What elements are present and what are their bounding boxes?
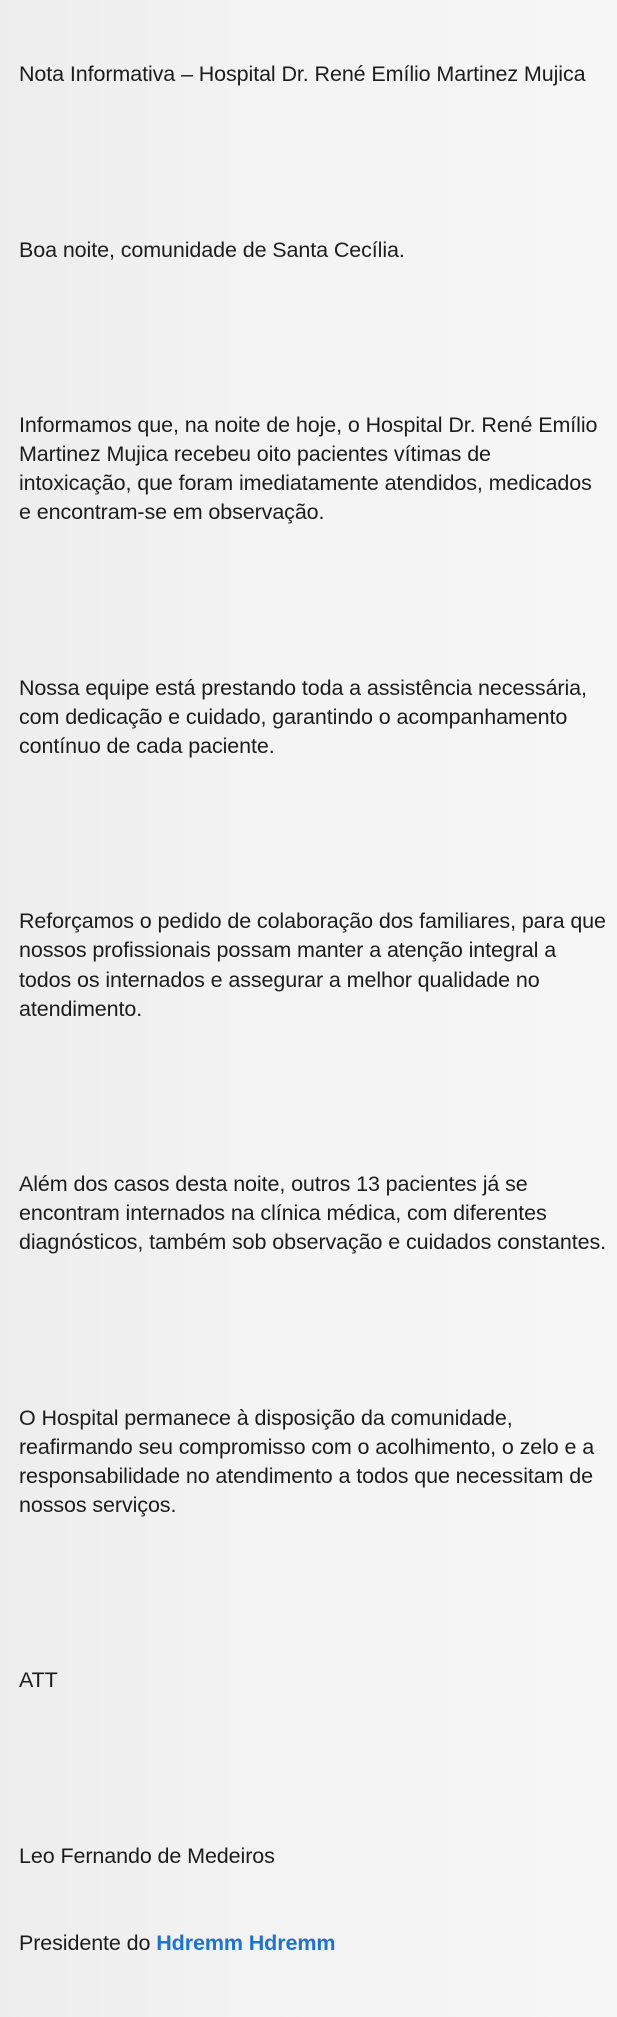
paragraph-team: Nossa equipe está prestando toda a assistência necessária, com dedicação e cuidado, garantindo o acompanhamento contínuo de cada paciente. xyxy=(19,675,593,759)
mention-link[interactable]: Hdremm Hdremm xyxy=(156,1931,336,1956)
signature-name: Leo Fernando de Medeiros xyxy=(19,1843,275,1868)
spacer xyxy=(19,1754,609,1783)
spacer xyxy=(19,1082,609,1111)
spacer xyxy=(19,148,609,177)
spacer xyxy=(19,586,609,615)
paragraph-commitment: O Hospital permanece à disposição da comunidade, reafirmando seu compromisso com o acolhimento, o zelo e a responsabilidade no atendimento a todos que necessitam de nossos serviços. xyxy=(19,1405,600,1518)
paragraph-collaboration: Reforçamos o pedido de colaboração dos familiares, para que nossos profissionais possam manter a atenção integral a todos os internados e assegurar a melhor qualidade no atendimento. xyxy=(19,909,612,1021)
paragraph-other-patients: Além dos casos desta noite, outros 13 pacientes já se encontram internados na clínica médica, com diferentes diagnósticos, também sob observação e cuidados constantes. xyxy=(19,1172,606,1255)
message-title: Nota Informativa – Hospital Dr. René Emílio Martinez Mujica xyxy=(19,62,586,87)
closing: ATT xyxy=(19,1668,58,1693)
message-text xyxy=(19,2,612,2017)
spacer xyxy=(19,323,609,352)
greeting: Boa noite, comunidade de Santa Cecília. xyxy=(19,237,405,262)
paragraph-intoxication: Informamos que, na noite de hoje, o Hospital Dr. René Emílio Martinez Mujica recebeu oito pacientes vítimas de intoxicação, que foram imediatamente atendidos, medicados e encontram-se em observação. xyxy=(19,412,604,525)
signature-role-prefix: Presidente do xyxy=(19,1931,157,1956)
signature-role xyxy=(19,1929,609,1958)
spacer xyxy=(19,820,609,849)
spacer xyxy=(19,1316,609,1345)
spacer xyxy=(19,1579,609,1608)
